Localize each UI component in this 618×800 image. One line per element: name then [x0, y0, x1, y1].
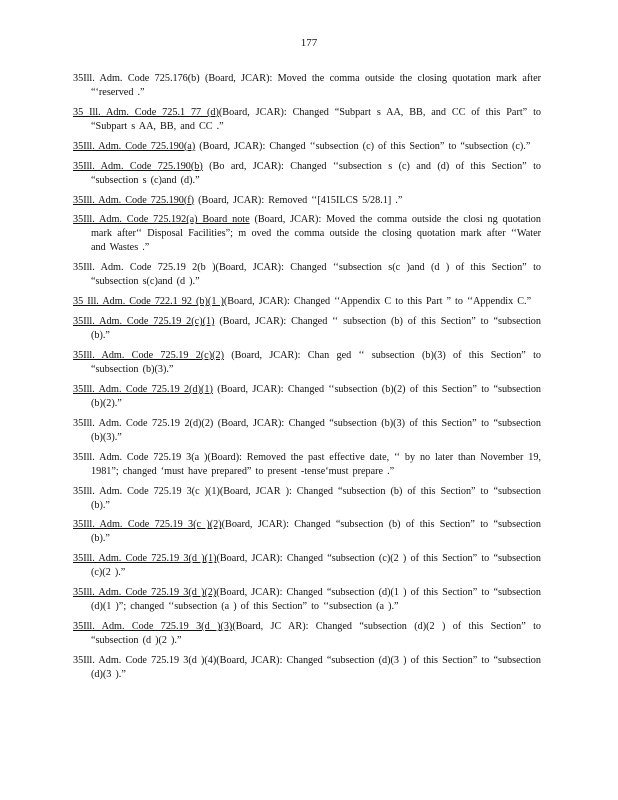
- code-citation: 35Ill. Adm. Code 725.19 3(d )(2): [73, 587, 217, 599]
- change-description: (Board, JCAR): Chan ged ‘‘ subsection (b)(3) of this Section” to “subsection (b)(3).”: [91, 350, 542, 376]
- code-citation: 35Ill. Adm. Code 725.190(b): [73, 160, 203, 172]
- page-number: 177: [300, 37, 318, 49]
- code-citation: 35Ill. Adm. Code 725.19 3(c )(1): [73, 485, 220, 497]
- change-description: (Board, JCAR): Changed “subsection (c)(2 ) of this Section” to “subsection (c)(2 ).”: [91, 553, 541, 579]
- amendment-entry: [73, 194, 541, 208]
- code-citation: 35Ill. Adm. Code 725.19 2(d)(1): [73, 383, 213, 395]
- code-citation: 35Ill. Adm. Code 725.19 3(a ): [73, 451, 208, 463]
- change-description: (Bo ard, JCAR): Changed ‘‘subsection s (c) and (d) of this Section” to “subsection s (c)and (d).”: [91, 160, 541, 186]
- change-description: (Board, JCAR): Changed “subsection (d)(1 ) of this Section” to “subsection (d)(1 )”; changed ‘‘subsection (a ) of this Section” to ‘‘subsection (a ).”: [91, 587, 541, 613]
- code-citation: 35 Ill. Adm. Code 722.1 92 (b)(1 ): [73, 296, 224, 308]
- code-citation: 35Ill. Adm. Code 725.19 3(c )(2): [73, 519, 222, 531]
- amendment-entry: [73, 654, 541, 682]
- amendment-entry: [73, 213, 541, 255]
- change-description: (Board, JCAR): Changed ‘‘subsection (b)(2) of this Section” to “subsection (b)(2).”: [91, 383, 542, 409]
- amendment-entry: [73, 295, 541, 309]
- code-citation: 35Ill. Adm. Code 725.19 2(c)(2): [73, 350, 224, 362]
- code-citation: 35Ill. Adm. Code 725.19 2(b ): [73, 262, 216, 274]
- amendment-entry: [73, 349, 541, 377]
- amendment-entry: [73, 451, 541, 479]
- change-description: (Board, JC AR): Changed “subsection (d)(2 ) of this Section” to “subsection (d )(2 ).”: [91, 621, 541, 647]
- change-description: (Board, JCAR): Moved the comma outside the closi ng quotation mark after‘‘ Disposal Facilities”; m oved the comma outside the closing quotation mark after ‘‘Water and Wastes .”: [91, 214, 541, 254]
- amendment-entry: [73, 315, 541, 343]
- amendment-entry: [73, 417, 541, 445]
- amendment-entry: [73, 518, 541, 546]
- code-citation: 35Ill. Adm. Code 725.19 2(c)(1): [73, 316, 215, 328]
- change-description: (Board, JCAR): Changed “subsection (b) of this Section” to “subsection (b).”: [91, 519, 541, 545]
- code-citation: 35Ill. Adm. Code 725.19 3(d )(4): [73, 655, 217, 667]
- code-citation: 35 Ill. Adm. Code 725.1 77 (d): [73, 106, 219, 118]
- amendment-entry: [73, 552, 541, 580]
- amendment-entry: [73, 383, 541, 411]
- amendment-entry: [73, 261, 541, 289]
- amendment-entry: [73, 72, 541, 100]
- code-citation: 35Ill. Adm. Code 725.19 3(d )(3): [73, 621, 233, 633]
- change-description: (Board, JCAR): Changed “subsection (b)(3) of this Section” to “subsection (b)(3).”: [91, 417, 541, 443]
- change-description: (Board, JCAR): Moved the comma outside the closing quotation mark after “‘reserved .”: [91, 73, 542, 98]
- change-description: (Board, JCAR): Changed “subsection (d)(3 ) of this Section” to “subsection (d)(3 ).”: [91, 655, 541, 681]
- change-description: (Board, JCAR): Changed ‘‘ subsection (b) of this Section” to “subsection (b).”: [91, 316, 541, 342]
- code-citation: 35Ill. Adm. Code 725.190(a): [73, 140, 196, 152]
- amendment-entry: [73, 586, 541, 614]
- amendment-entry: [73, 620, 541, 648]
- change-description: (Board, JCAR): Changed ‘‘subsection (c) of this Section” to “subsection (c).”: [195, 140, 531, 152]
- code-citation: 35Ill. Adm. Code 725.192(a) Board note: [73, 214, 250, 226]
- code-citation: 35Ill. Adm. Code 725.190(f): [73, 194, 195, 206]
- change-description: (Board, JCAR): Changed “Subpart s AA, BB, and CC of this Part” to “Subpart s AA, BB, and CC .”: [91, 106, 541, 132]
- code-citation: 35Ill. Adm. Code 725.19 3(d )(1): [73, 553, 217, 565]
- code-citation: 35Ill. Adm. Code 725.176(b): [73, 73, 200, 84]
- amendment-entry: [73, 140, 541, 154]
- code-citation: 35Ill. Adm. Code 725.19 2(d)(2): [73, 417, 214, 429]
- change-description: (Board): Removed the past effective date, ‘‘ by no later than November 19, 1981”; changed ‘must have prepared” to present -tense‘must prepare .”: [91, 451, 541, 477]
- change-description: (Board, JCAR): Changed ‘‘Appendix C to this Part ” to ‘‘Appendix C.”: [223, 296, 532, 308]
- amendment-list: [73, 72, 541, 688]
- amendment-entry: [73, 160, 541, 188]
- amendment-entry: [73, 485, 541, 513]
- amendment-entry: [73, 106, 541, 134]
- change-description: (Board, JCAR ): Changed “subsection (b) of this Section” to “subsection (b).”: [91, 485, 541, 511]
- change-description: (Board, JCAR): Removed ‘‘[415ILCS 5/28.1] .”: [194, 194, 403, 206]
- change-description: (Board, JCAR): Changed ‘‘subsection s(c )and (d ) of this Section” to “subsection s(c)and (d ).”: [91, 262, 542, 288]
